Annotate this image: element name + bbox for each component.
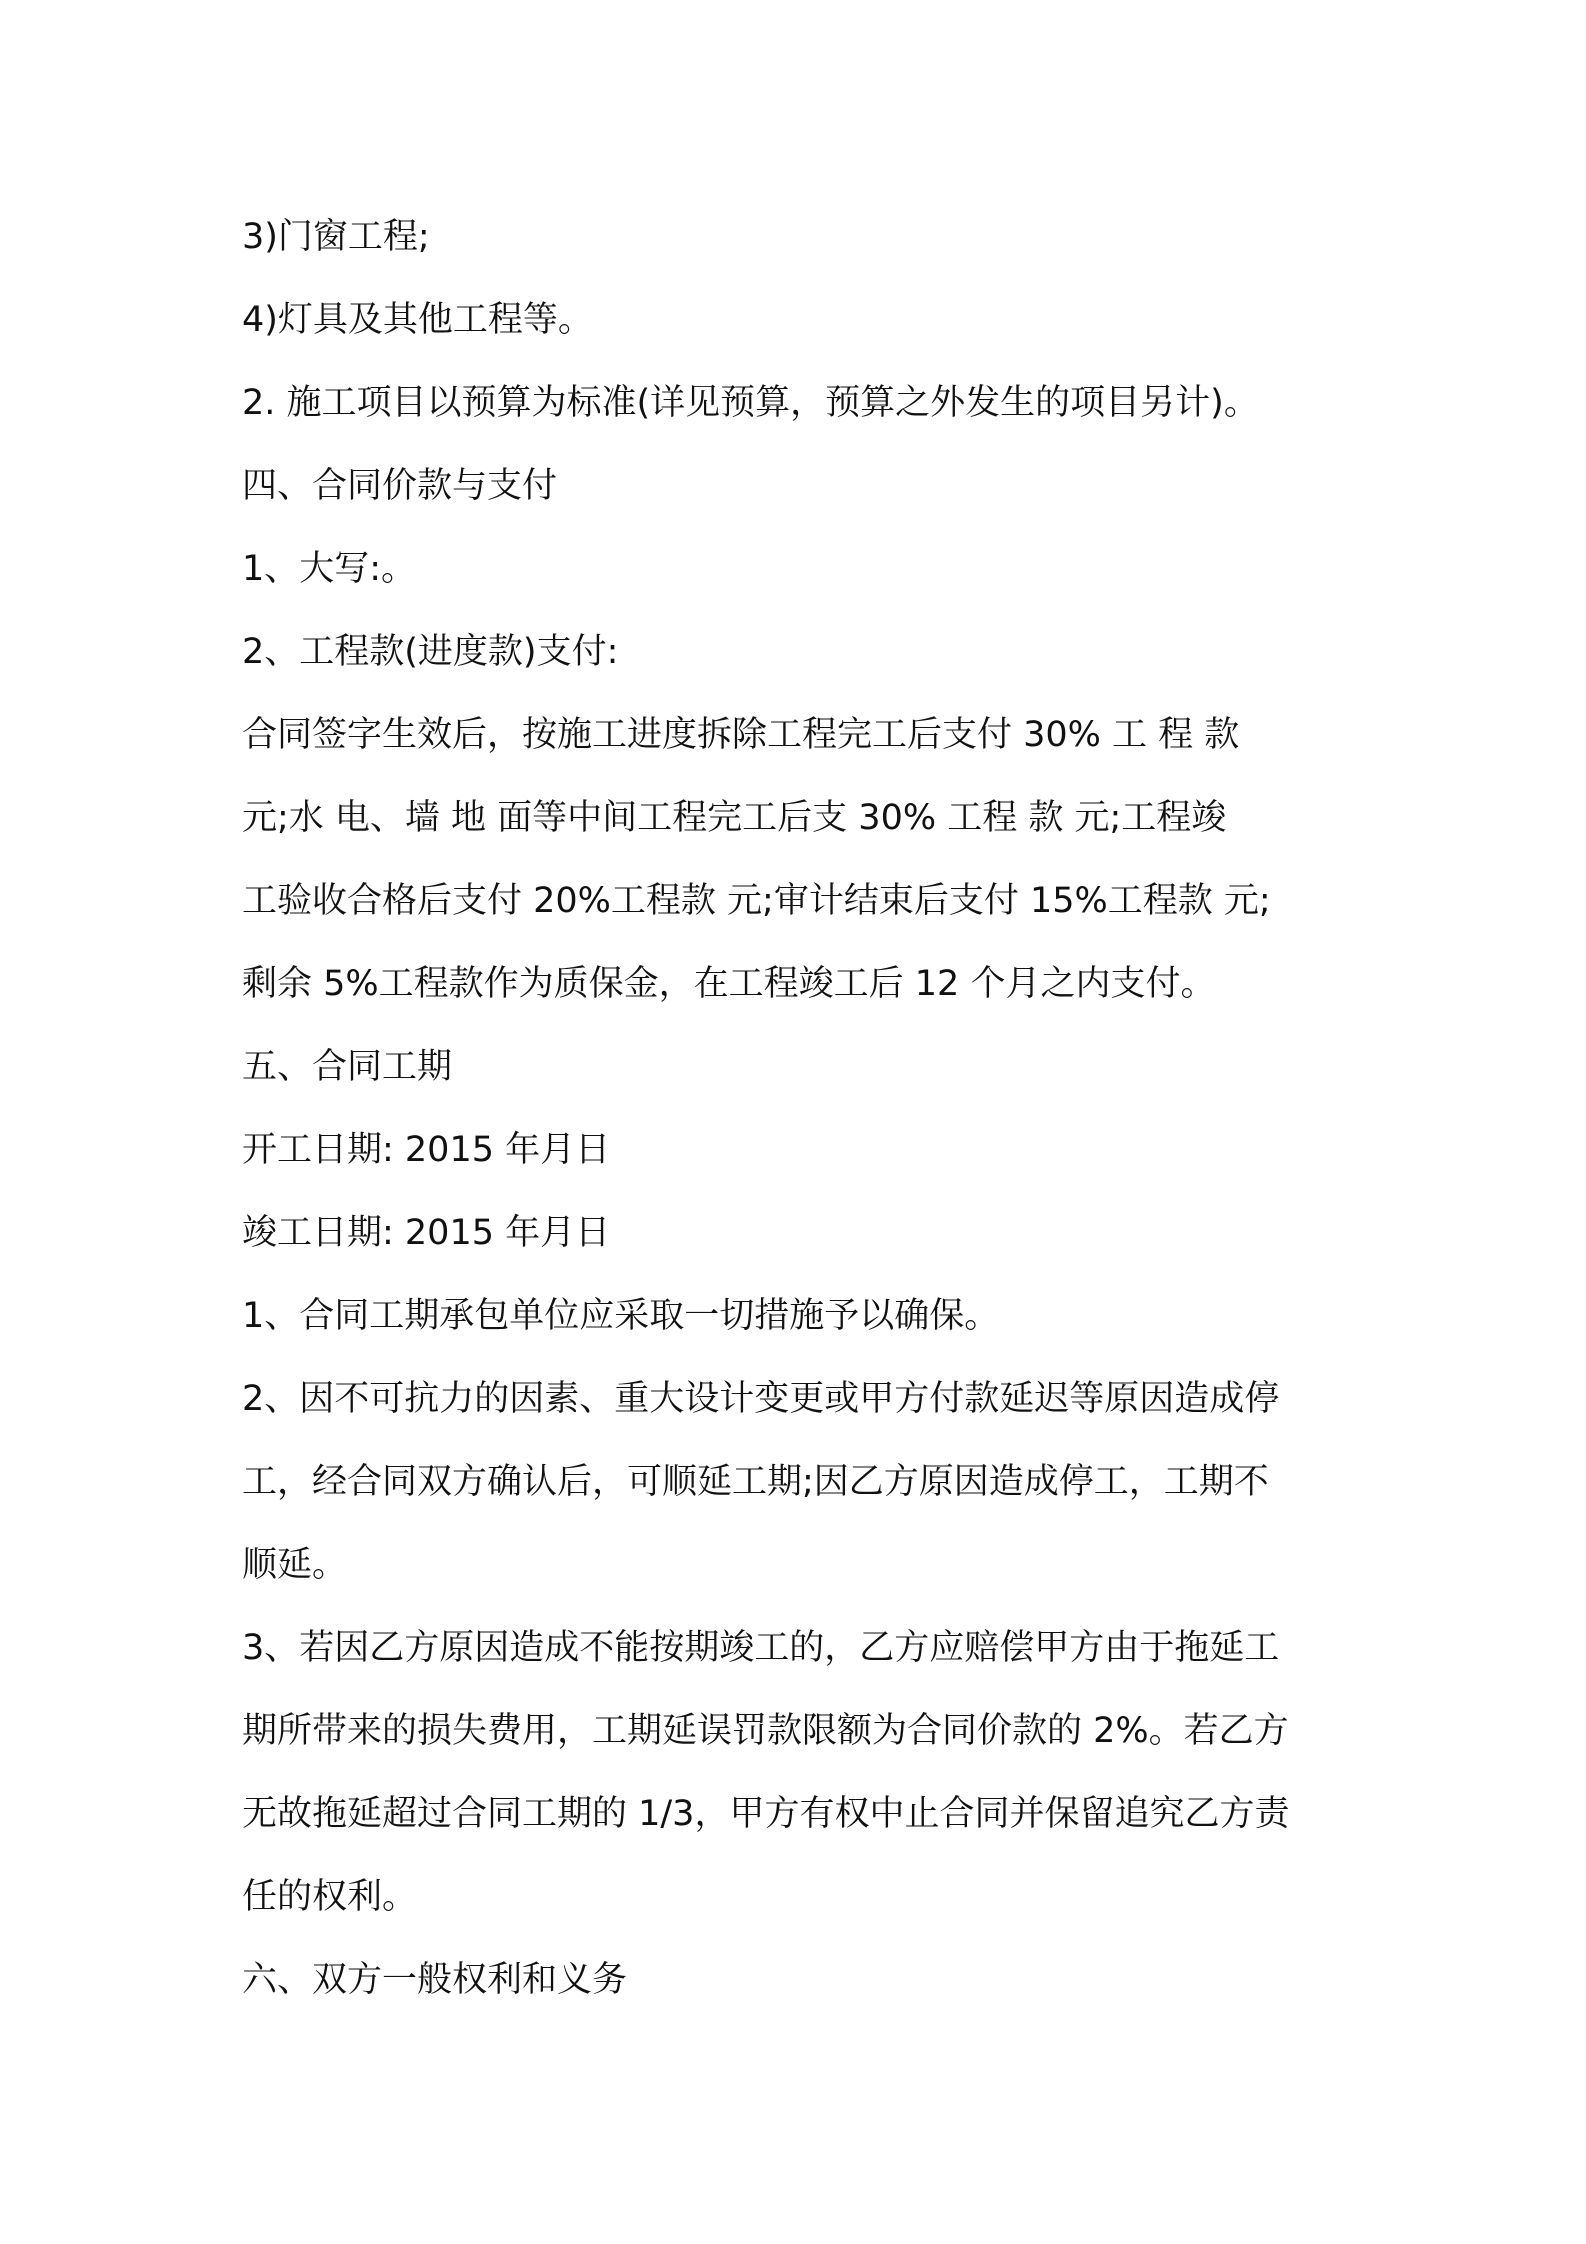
paragraph-line-force-majeure-3: 顺延。 [242, 1545, 348, 1585]
text-line-amount-capital: 1、大写:。 [242, 549, 417, 589]
text-line-start-date: 开工日期: 2015 年月日 [242, 1130, 611, 1170]
text-line-period-guarantee: 1、合同工期承包单位应采取一切措施予以确保。 [242, 1296, 1000, 1336]
document-body [242, 196, 1354, 2022]
section-heading-rights-obligations: 六、双方一般权利和义务 [242, 1960, 628, 2000]
text-line-construction-items: 2. 施工项目以预算为标准(详见预算，预算之外发生的项目另计)。 [242, 383, 1259, 423]
text-line-item-3: 3)门窗工程; [242, 217, 430, 257]
section-heading-contract-period: 五、合同工期 [242, 1047, 453, 1087]
paragraph-line-delay-penalty-1: 3、若因乙方原因造成不能按期竣工的，乙方应赔偿甲方由于拖延工 [242, 1628, 1280, 1668]
paragraph-line-force-majeure-2: 工，经合同双方确认后，可顺延工期;因乙方原因造成停工，工期不 [242, 1462, 1269, 1502]
paragraph-line-payment-4: 剩余 5%工程款作为质保金，在工程竣工后 12 个月之内支付。 [242, 964, 1216, 1004]
section-heading-price-payment: 四、合同价款与支付 [242, 466, 558, 506]
text-line-item-4: 4)灯具及其他工程等。 [242, 300, 593, 340]
paragraph-line-payment-3: 工验收合格后支付 20%工程款 元;审计结束后支付 15%工程款 元; [242, 881, 1271, 921]
paragraph-line-force-majeure-1: 2、因不可抗力的因素、重大设计变更或甲方付款延迟等原因造成停 [242, 1379, 1280, 1419]
paragraph-line-delay-penalty-2: 期所带来的损失费用，工期延误罚款限额为合同价款的 2%。若乙方 [242, 1711, 1289, 1751]
text-line-progress-payment: 2、工程款(进度款)支付: [242, 632, 619, 672]
text-line-completion-date: 竣工日期: 2015 年月日 [242, 1213, 611, 1253]
paragraph-line-delay-penalty-4: 任的权利。 [242, 1877, 418, 1917]
paragraph-line-payment-1: 合同签字生效后，按施工进度拆除工程完工后支付 30% 工 程 款 [242, 715, 1240, 755]
paragraph-line-payment-2: 元;水 电、墙 地 面等中间工程完工后支 30% 工程 款 元;工程竣 [242, 798, 1227, 838]
paragraph-line-delay-penalty-3: 无故拖延超过合同工期的 1/3，甲方有权中止合同并保留追究乙方责 [242, 1794, 1290, 1834]
